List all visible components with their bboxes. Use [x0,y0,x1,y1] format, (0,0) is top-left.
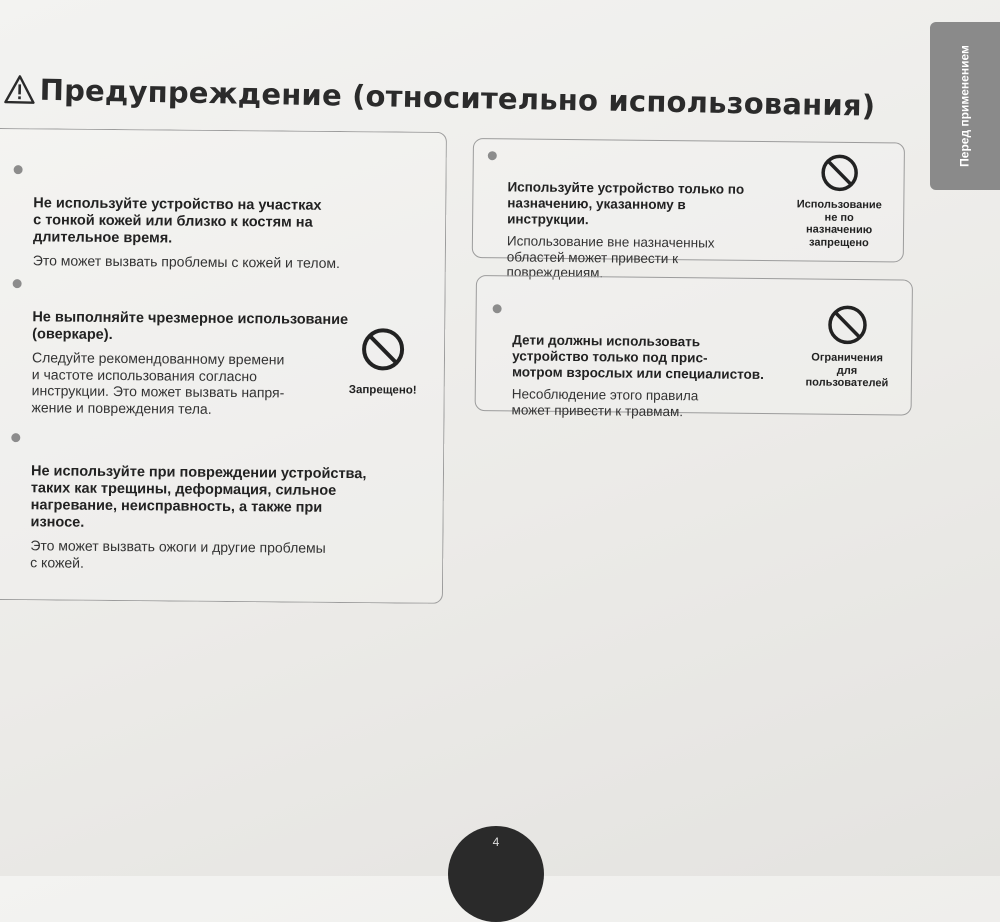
warning-text: Использование вне назначенных областей может привести к повреждениям. [506,233,715,281]
bullet-icon [13,279,22,288]
warning-item-damaged-device [8,429,429,574]
warning-item-intended-use [485,147,786,283]
bullet-icon [11,433,20,442]
prohibited-badge [783,152,896,249]
warning-heading: Дети должны использовать устройство только под прис- мотром взрослых или специалистов. [511,332,764,383]
bullet-icon [14,165,23,174]
warning-heading: Используйте устройство только по назначению, указанному в инструкции. [507,179,745,228]
prohibited-badge [328,326,439,398]
bullet-icon [488,151,497,160]
prohibition-icon [826,304,868,346]
warning-heading: Не используйте при повреждении устройства, таких как трещины, деформация, сильное нагревание, неисправность, а также при износе. [30,463,367,531]
prohibited-label: Запрещено! [348,384,417,397]
warning-triangle-icon [3,74,36,105]
warning-heading: Не используйте устройство на участках с тонкой кожей или близко к костям на длительное время. [32,195,322,247]
prohibited-badge [792,303,903,390]
page-title: Предупреждение (относительно использования) [39,72,876,123]
warning-text: Это может вызвать ожоги и другие проблемы с кожей. [30,537,326,571]
bullet-icon [493,304,502,313]
page-number-badge [448,826,544,922]
prohibited-label: Использование не по назначению запрещено [796,198,882,249]
section-tab [930,22,1000,190]
prohibition-icon [360,326,406,372]
warning-text: Несоблюдение этого правила может привести к травмам. [511,386,699,419]
right-bottom-warning-panel [475,275,913,419]
warning-item-thin-skin [11,161,412,272]
warning-item-children [490,300,801,420]
warning-text: Следуйте рекомендованному времени и частоте использования согласно инструкции. Это может вызвать напря- жение и повреждения тела. [31,349,285,417]
prohibition-icon [819,153,859,193]
title-row [0,72,930,123]
left-warning-panel [0,128,447,604]
warning-text: Это может вызвать проблемы с кожей и телом. [32,252,341,271]
warning-heading: Не выполняйте чрезмерное использование (оверкаре). [32,309,349,343]
right-top-warning-panel [472,138,905,281]
prohibited-label: Ограничения для пользователей [805,351,889,390]
section-tab-label: Перед применением [957,45,972,167]
page-number: 4 [492,835,500,849]
